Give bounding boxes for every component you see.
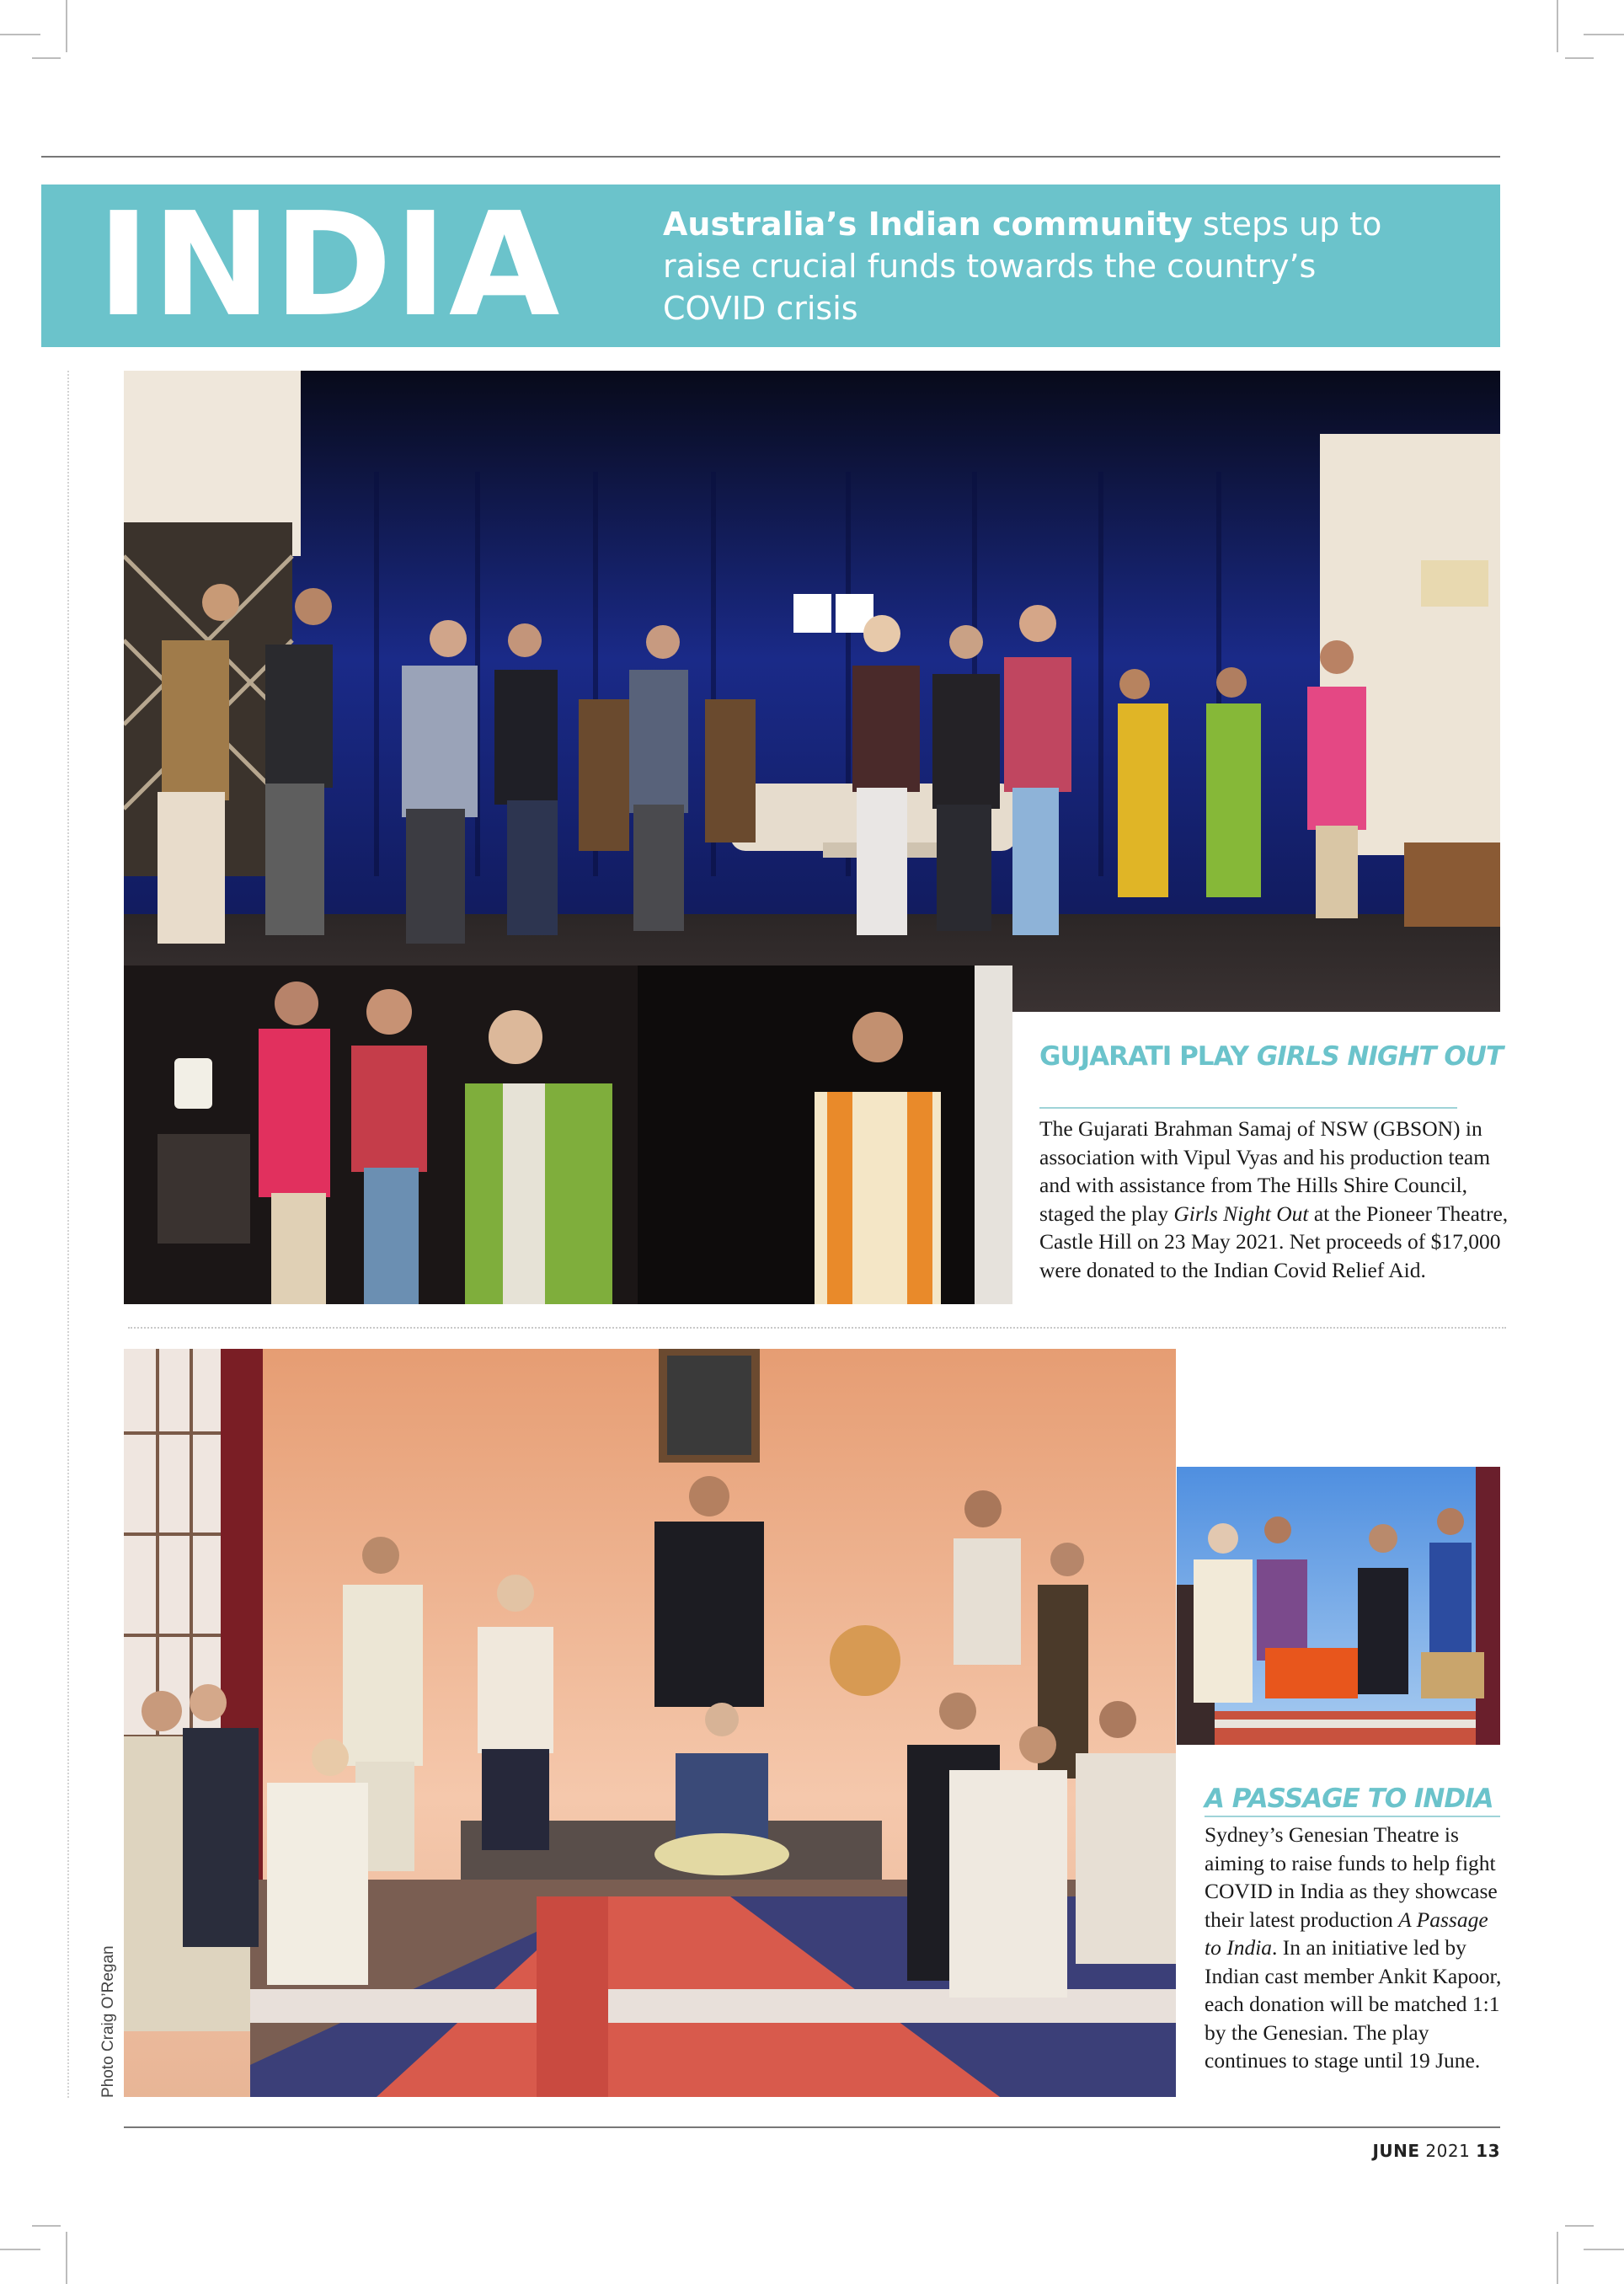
crop-mark (32, 2225, 61, 2227)
photo-passage-to-india-scene (124, 1349, 1176, 2097)
crop-mark (66, 0, 67, 52)
deck-bold: Australia’s Indian community (663, 206, 1193, 243)
page-folio (1372, 2141, 1500, 2161)
body-text-1: The Gujarati Brahman Samaj of NSW (GBSON) in association with Vipul Vyas and his production team and with assistance from The Hills Shire Council, staged the play (1039, 1116, 1491, 1226)
crop-mark (1584, 34, 1624, 35)
body-text-2: at the Pioneer Theatre, Castle Hill on 23 May 2021. Net proceeds of $17,000 were donated to the Indian Covid Relief Aid. (1039, 1201, 1509, 1282)
body-text-2: . In an initiative led by Indian cast member Ankit Kapoor, each donation will be matched 1:1 by the Genesian. The play continues to stage until 19 June. (1205, 1935, 1502, 2073)
crop-mark (1565, 57, 1594, 59)
deck-rest: steps up to raise crucial funds towards the country’s COVID crisis (663, 206, 1382, 327)
photo-credit: Photo Craig O’Regan (99, 1945, 117, 2098)
bottom-rule (124, 2126, 1500, 2128)
crop-mark (0, 2249, 40, 2250)
headline-underline (1205, 1816, 1500, 1817)
photo-stage-presentation (124, 371, 1500, 1012)
top-rule (41, 156, 1500, 158)
crop-mark (1584, 2249, 1624, 2250)
headline-prefix: GUJARATI PLAY (1039, 1041, 1257, 1072)
play-title: A Passage to India (1205, 1907, 1488, 1960)
story-headline (1205, 1783, 1499, 1815)
story-body (1205, 1821, 1506, 2075)
section-banner (41, 182, 1500, 349)
folio-month: JUNE (1372, 2141, 1420, 2161)
crop-mark (32, 57, 61, 59)
page-number: 13 (1476, 2141, 1500, 2161)
story-body (1039, 1115, 1513, 1284)
crop-mark (1557, 0, 1558, 52)
story-headline (1039, 1040, 1503, 1072)
crop-mark (1557, 2232, 1558, 2284)
play-title: Girls Night Out (1173, 1201, 1309, 1226)
headline-play-title: A PASSAGE TO INDIA (1205, 1784, 1493, 1814)
crop-mark (66, 2232, 67, 2284)
body-text-1: Sydney’s Genesian Theatre is aiming to raise funds to help fight COVID in India as they showcase their latest production (1205, 1822, 1498, 1932)
photo-girls-night-out-scene (124, 965, 1012, 1304)
headline-play-title: GIRLS NIGHT OUT (1256, 1041, 1504, 1072)
crop-mark (0, 34, 40, 35)
crop-mark (1565, 2225, 1594, 2227)
section-separator (128, 1327, 1506, 1329)
section-title: INDIA (97, 182, 562, 349)
photo-passage-to-india-tea-scene (1177, 1467, 1500, 1745)
folio-year: 2021 (1425, 2141, 1471, 2161)
headline-underline (1039, 1107, 1457, 1109)
section-deck (663, 203, 1404, 329)
margin-guide (67, 371, 69, 2098)
